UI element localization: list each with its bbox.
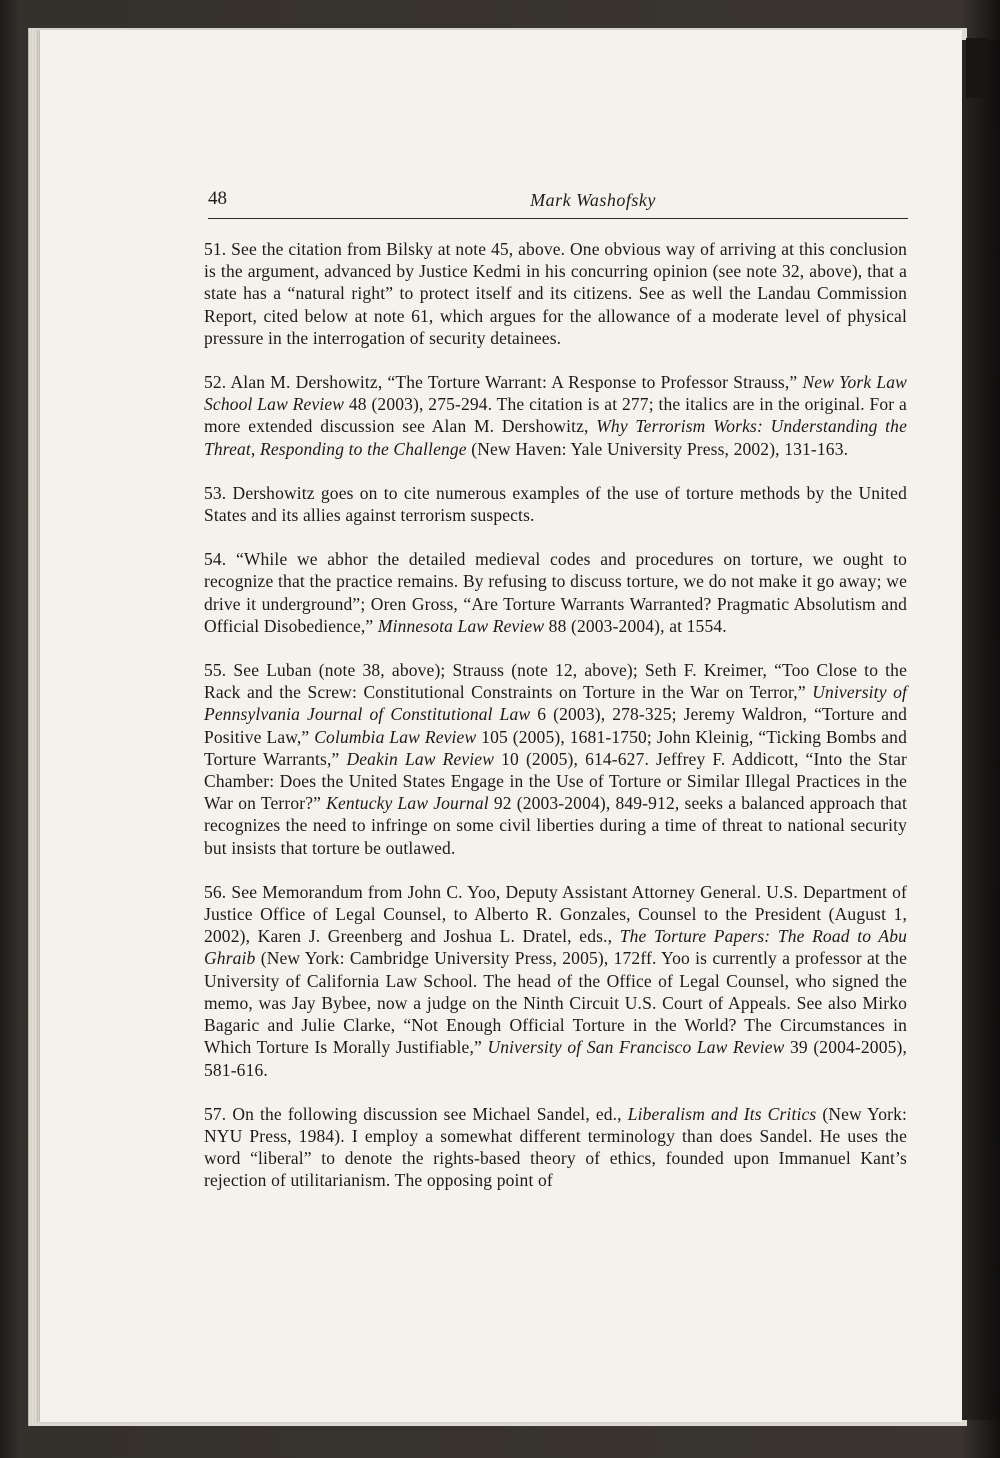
endnote <box>204 482 907 526</box>
endnote-italic-title: Minnesota Law Review <box>377 615 545 636</box>
endnote <box>204 238 907 349</box>
endnote-number: 56. <box>204 881 227 902</box>
endnote-text: 10 (2005), 614-627. Jeffrey F. Addicott, “Into the Star Chamber: Does the United States Engage in the Use of Torture or Similar Illegal Practices in the War on Terror?” <box>204 748 907 814</box>
endnotes-list <box>204 238 907 1214</box>
endnote-text: Alan M. Dershowitz, “The Torture Warrant: A Response to Professor Strauss,” <box>230 372 803 393</box>
endnote-italic-title: University of Pennsylvania Journal of Constitutional Law <box>204 682 907 725</box>
endnote-number: 55. <box>204 660 227 681</box>
endnote-number: 53. <box>204 482 227 503</box>
endnote-italic-title: Liberalism and Its Critics <box>627 1103 817 1124</box>
endnote-text: 6 (2003), 278-325; Jeremy Waldron, “Torture and Positive Law,” <box>204 704 907 747</box>
running-title: Mark Washofsky <box>530 190 656 210</box>
endnote-text: “While we abhor the detailed medieval codes and procedures on torture, we ought to recognize that the practice remains. By refusing to discuss torture, we do not make it go away; we drive it underground”; Oren Gross, “Are Torture Warrants Warranted? Pragmatic Absolutism and Official Disobedience,” <box>204 549 908 636</box>
endnote-text: (New York: Cambridge University Press, 2005), 172ff. Yoo is currently a professor at the University of California Law School. The head of the Office of Legal Counsel, who signed the memo, was Jay Bybee, now a judge on the Ninth Circuit U.S. Court of Appeals. See also Mirko Bagaric and Julie Clarke, “Not Enough Official Torture in the World? The Circumstances in Which Torture Is Morally Justifiable,” <box>204 948 907 1058</box>
running-header <box>208 188 908 219</box>
endnote-text: 39 (2004-2005), 581-616. <box>204 1037 907 1080</box>
endnote-text: On the following discussion see Michael Sandel, ed., <box>232 1103 628 1124</box>
endnote <box>204 371 907 460</box>
endnote-italic-title: Kentucky Law Journal <box>326 793 489 814</box>
endnote-italic-title: New York Law School Law Review <box>204 372 907 415</box>
endnote-italic-title: Columbia Law Review <box>314 726 477 747</box>
endnote-italic-title: Deakin Law Review <box>346 748 495 769</box>
endnote-text: See Memorandum from John C. Yoo, Deputy Assistant Attorney General. U.S. Department of Justice Office of Legal Counsel, to Alberto R. Gonzales, Counsel to the President (August 1, 2002), Karen J. Greenberg and Joshua L. Dratel, eds., <box>204 881 907 947</box>
endnote-number: 52. <box>204 372 227 393</box>
endnote <box>204 548 907 637</box>
endnote-number: 51. <box>204 239 227 259</box>
endnote-text: (New Haven: Yale University Press, 2002), 131-163. <box>466 438 849 459</box>
endnote-text: See Luban (note 38, above); Strauss (note 12, above); Seth F. Kreimer, “Too Close to the Rack and the Screw: Constitutional Constraints on Torture in the War on Terror,” <box>204 660 907 703</box>
endnote <box>204 881 907 1081</box>
page-number: 48 <box>208 188 227 209</box>
endnote-text: 105 (2005), 1681-1750; John Kleinig, “Ticking Bombs and Torture Warrants,” <box>204 726 907 769</box>
endnote-text: 92 (2003-2004), 849-912, seeks a balanced approach that recognizes the need to infringe on some civil liberties during a time of threat to national security but insists that torture be outlawed. <box>204 793 907 858</box>
endnote-number: 57. <box>204 1103 227 1124</box>
endnote-text: (New York: NYU Press, 1984). I employ a somewhat different terminology than does Sandel. He uses the word “liberal” to denote the rights-based theory of ethics, founded upon Immanuel Kant’s rejection of utilitarianism. The opposing point of <box>204 1103 907 1191</box>
endnote-text: Dershowitz goes on to cite numerous examples of the use of torture methods by the United States and its allies against terrorism suspects. <box>204 482 907 526</box>
endnote-italic-title: Why Terrorism Works: Understanding the Threat, Responding to the Challenge <box>204 416 907 459</box>
endnote <box>204 659 907 859</box>
endnote-italic-title: The Torture Papers: The Road to Abu Ghraib <box>204 926 908 969</box>
endnote-text: 48 (2003), 275-294. The citation is at 277; the italics are in the original. For a more extended discussion see Alan M. Dershowitz, <box>204 394 907 437</box>
endnote-text: 88 (2003-2004), at 1554. <box>544 615 727 636</box>
endnote-italic-title: University of San Francisco Law Review <box>487 1037 785 1058</box>
endnote <box>204 1103 907 1192</box>
endnote-text: See the citation from Bilsky at note 45, above. One obvious way of arriving at this conclusion is the argument, advanced by Justice Kedmi in his concurring opinion (see note 32, above), that a state has a “natural right” to protect itself and its citizens. See as well the Landau Commission Report, cited below at note 61, which argues for the allowance of a moderate level of physical pressure in the interrogation of security detainees. <box>204 239 908 348</box>
endnote-number: 54. <box>204 549 227 570</box>
binding-tab <box>966 38 988 98</box>
book-binding-edge <box>958 40 1000 1420</box>
